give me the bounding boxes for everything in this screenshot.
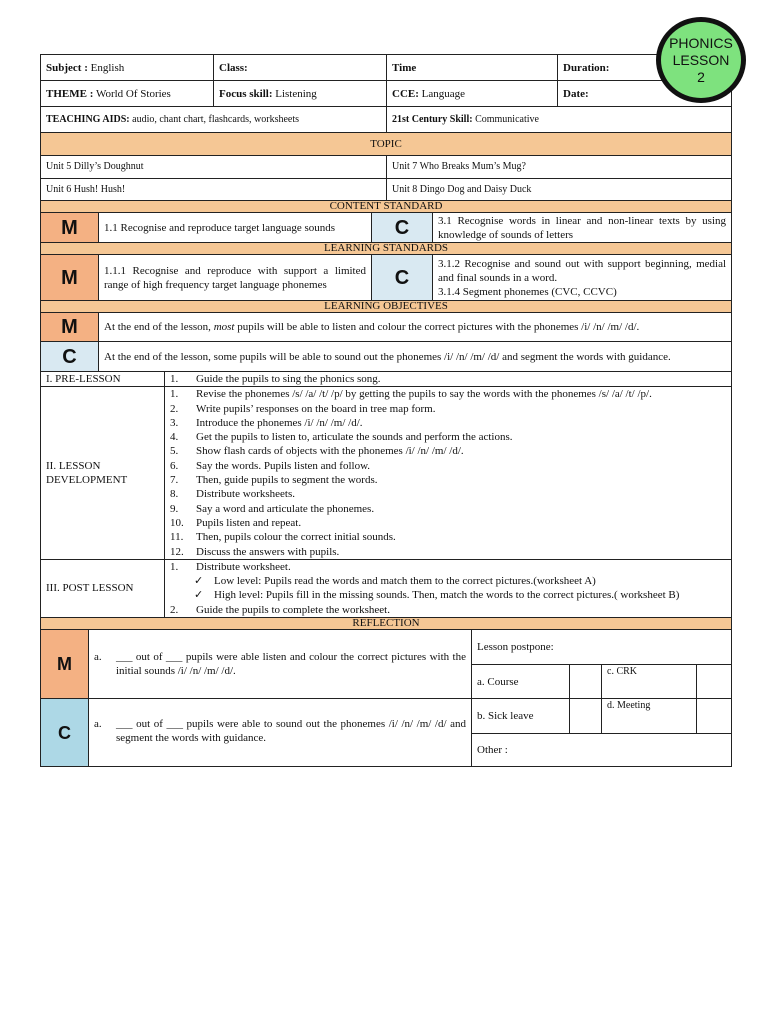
objectives-m-text-post: pupils will be able to listen and colour the correct pictures with the phonemes /i/ /n/ /m/ /d/. — [237, 321, 640, 333]
step-number: 8. — [170, 488, 179, 501]
time-label: Time — [392, 61, 417, 74]
step-number: 1. — [170, 560, 179, 573]
lesson-postpone-label: Lesson postpone: — [472, 630, 732, 665]
post-lesson-step-1 — [170, 560, 726, 574]
objectives-c-box: C — [41, 342, 99, 372]
development-step — [170, 459, 726, 473]
postpone-crk-label: c. CRK — [602, 665, 697, 699]
teaching-aids-cell — [41, 107, 387, 133]
development-step — [170, 516, 726, 530]
step-text: Introduce the phonemes /i/ /n/ /m/ /d/. — [196, 416, 363, 429]
objectives-m-text-emphasis: most — [213, 321, 235, 333]
step-text: Discuss the answers with pupils. — [196, 545, 340, 558]
step-text: Pupils listen and repeat. — [196, 516, 302, 529]
reflection-m-text: ___ out of ___ pupils were able listen and colour the correct pictures with the initial sounds /i/ /n/ /m/ /d/. — [116, 651, 466, 678]
learning-standards-c-box: C — [372, 255, 433, 301]
step-number: 5. — [170, 445, 179, 458]
development-label — [41, 387, 165, 560]
postpone-crk-box[interactable] — [697, 665, 732, 699]
development-step — [170, 444, 726, 458]
postpone-sick-leave-box[interactable] — [570, 699, 602, 734]
cce-value: Language — [421, 87, 466, 100]
reflection-m-letter: a. — [94, 651, 102, 664]
step-text: Then, pupils colour the correct initial sounds. — [196, 531, 396, 544]
postpone-meeting-box[interactable] — [697, 699, 732, 734]
phonics-lesson-badge — [656, 17, 746, 103]
step-text: Distribute worksheets. — [196, 488, 295, 501]
teaching-aids-label: TEACHING AIDS: — [46, 113, 130, 125]
learning-objectives-title: LEARNING OBJECTIVES — [41, 301, 732, 313]
reflection-table — [40, 617, 732, 767]
reflection-m-box: M — [41, 630, 89, 699]
focus-skill-cell — [214, 81, 387, 107]
postpone-sick-leave-label: b. Sick leave — [472, 699, 570, 734]
learning-standards-c-text-1: 3.1.2 Recognise and sound out with support beginning, medial and final sounds in a word. — [438, 257, 727, 284]
development-step — [170, 402, 726, 416]
check-icon: ✓ — [194, 589, 204, 602]
reflection-c-text: ___ out of ___ pupils were able to sound out the phonemes /i/ /n/ /m/ /d/ and segment the words with guidance. — [116, 718, 466, 745]
badge-line-2: LESSON — [672, 51, 730, 68]
step-number: 2. — [170, 603, 179, 616]
reflection-c-box: C — [41, 699, 89, 767]
objectives-m-text — [99, 313, 732, 342]
development-step — [170, 430, 726, 444]
step-text: Get the pupils to listen to, articulate the sounds and perform the actions. — [196, 431, 513, 444]
content-standard-c-box: C — [372, 213, 433, 243]
subject-value: English — [90, 61, 125, 74]
postpone-meeting-label: d. Meeting — [602, 699, 697, 734]
pre-lesson-step — [170, 372, 726, 386]
subject-label: Subject : — [46, 61, 88, 74]
topic-unit-5: Unit 5 Dilly’s Doughnut — [41, 156, 387, 179]
learning-standards-m-text: 1.1.1 Recognise and reproduce with support a limited range of high frequency target language phonemes — [99, 255, 372, 301]
cce-label: CCE: — [392, 87, 419, 100]
century-skill-cell — [387, 107, 732, 133]
post-lesson-step-2 — [170, 603, 726, 617]
theme-label: THEME : — [46, 87, 94, 100]
cce-cell — [387, 81, 558, 107]
pre-lesson-label: I. PRE-LESSON — [41, 372, 165, 387]
development-steps — [165, 387, 732, 560]
development-label-line-1: II. LESSON — [46, 460, 101, 473]
step-number: 9. — [170, 502, 179, 515]
badge-line-1: PHONICS — [669, 34, 733, 51]
step-text: Guide the pupils to sing the phonics song. — [196, 373, 381, 385]
content-standard-m-text: 1.1 Recognise and reproduce target language sounds — [99, 213, 372, 243]
step-text: Revise the phonemes /s/ /a/ /t/ /p/ by getting the pupils to say the words with the phonemes /s/ /a/ /t/ /p/. — [196, 388, 652, 401]
topic-unit-8: Unit 8 Dingo Dog and Daisy Duck — [387, 179, 732, 201]
learning-standards-c-cell — [433, 255, 732, 301]
high-level-item — [170, 588, 726, 602]
low-level-item — [170, 574, 726, 588]
step-number: 3. — [170, 416, 179, 429]
step-text: Say the words. Pupils listen and follow. — [196, 459, 371, 472]
postpone-course-box[interactable] — [570, 665, 602, 699]
content-standard-title: CONTENT STANDARD — [41, 201, 732, 213]
low-level-text: Low level: Pupils read the words and match them to the correct pictures.(worksheet A) — [214, 575, 596, 588]
development-step — [170, 530, 726, 544]
learning-standards-title: LEARNING STANDARDS — [41, 243, 732, 255]
lesson-plan-sheet — [40, 51, 731, 767]
step-number: 12. — [170, 545, 184, 558]
step-text: Guide the pupils to complete the worksheet. — [196, 603, 390, 616]
step-number: 11. — [170, 531, 184, 544]
reflection-c-cell — [89, 699, 472, 767]
step-text: Then, guide pupils to segment the words. — [196, 474, 378, 487]
objectives-m-box: M — [41, 313, 99, 342]
step-number: 10. — [170, 516, 184, 529]
date-label: Date: — [563, 87, 589, 100]
focus-skill-value: Listening — [275, 87, 317, 100]
postpone-course-label: a. Course — [472, 665, 570, 699]
check-icon: ✓ — [194, 575, 204, 588]
reflection-m-cell — [89, 630, 472, 699]
step-number: 4. — [170, 431, 179, 444]
learning-standards-c-text-2: 3.1.4 Segment phonemes (CVC, CCVC) — [438, 285, 617, 298]
reflection-c-letter: a. — [94, 718, 102, 731]
step-text: Show flash cards of objects with the phonemes /i/ /n/ /m/ /d/. — [196, 445, 464, 458]
content-standard-m-box: M — [41, 213, 99, 243]
teaching-aids-value: audio, chant chart, flashcards, worksheets — [132, 113, 300, 125]
step-number: 1. — [170, 388, 179, 401]
time-cell — [387, 55, 558, 81]
step-number: 2. — [170, 402, 179, 415]
header-table — [40, 51, 732, 133]
development-step — [170, 487, 726, 501]
objectives-table — [40, 300, 732, 372]
topic-title: TOPIC — [41, 133, 732, 156]
postpone-other-label: Other : — [472, 734, 732, 767]
development-label-line-2: DEVELOPMENT — [46, 474, 128, 487]
class-label: Class: — [219, 61, 248, 74]
badge-line-3: 2 — [697, 68, 705, 85]
step-number: 1. — [170, 373, 179, 385]
development-step — [170, 387, 726, 401]
class-cell — [214, 55, 387, 81]
topic-unit-6: Unit 6 Hush! Hush! — [41, 179, 387, 201]
post-lesson-steps — [165, 559, 732, 617]
standards-table — [40, 200, 732, 301]
reflection-title: REFLECTION — [41, 618, 732, 630]
focus-skill-label: Focus skill: — [219, 87, 273, 100]
development-step — [170, 473, 726, 487]
development-step-list — [170, 387, 726, 559]
century-skill-label: 21st Century Skill: — [392, 113, 473, 125]
theme-cell — [41, 81, 214, 107]
step-text: Write pupils’ responses on the board in tree map form. — [196, 402, 436, 415]
objectives-m-text-pre: At the end of the lesson, — [104, 321, 211, 333]
development-step — [170, 416, 726, 430]
subject-cell — [41, 55, 214, 81]
step-text: Say a word and articulate the phonemes. — [196, 502, 375, 515]
topic-table — [40, 132, 732, 201]
development-step — [170, 502, 726, 516]
pre-lesson-content — [165, 372, 732, 387]
step-number: 7. — [170, 474, 179, 487]
duration-label: Duration: — [563, 61, 610, 74]
objectives-c-text: At the end of the lesson, some pupils will be able to sound out the phonemes /i/ /n/ /m/ /d/ and segment the words with guidance. — [99, 342, 732, 372]
high-level-text: High level: Pupils fill in the missing sounds. Then, match the words to the correct pictures.( worksheet B) — [214, 589, 680, 602]
post-lesson-label: III. POST LESSON — [41, 559, 165, 617]
topic-unit-7: Unit 7 Who Breaks Mum’s Mug? — [387, 156, 732, 179]
development-step — [170, 545, 726, 559]
step-text: Distribute worksheet. — [196, 560, 291, 573]
century-skill-value: Communicative — [475, 113, 539, 125]
learning-standards-m-box: M — [41, 255, 99, 301]
lesson-steps-table — [40, 371, 732, 618]
theme-value: World Of Stories — [95, 87, 171, 100]
step-number: 6. — [170, 459, 179, 472]
content-standard-c-text: 3.1 Recognise words in linear and non-linear texts by using knowledge of sounds of letters — [433, 213, 732, 243]
